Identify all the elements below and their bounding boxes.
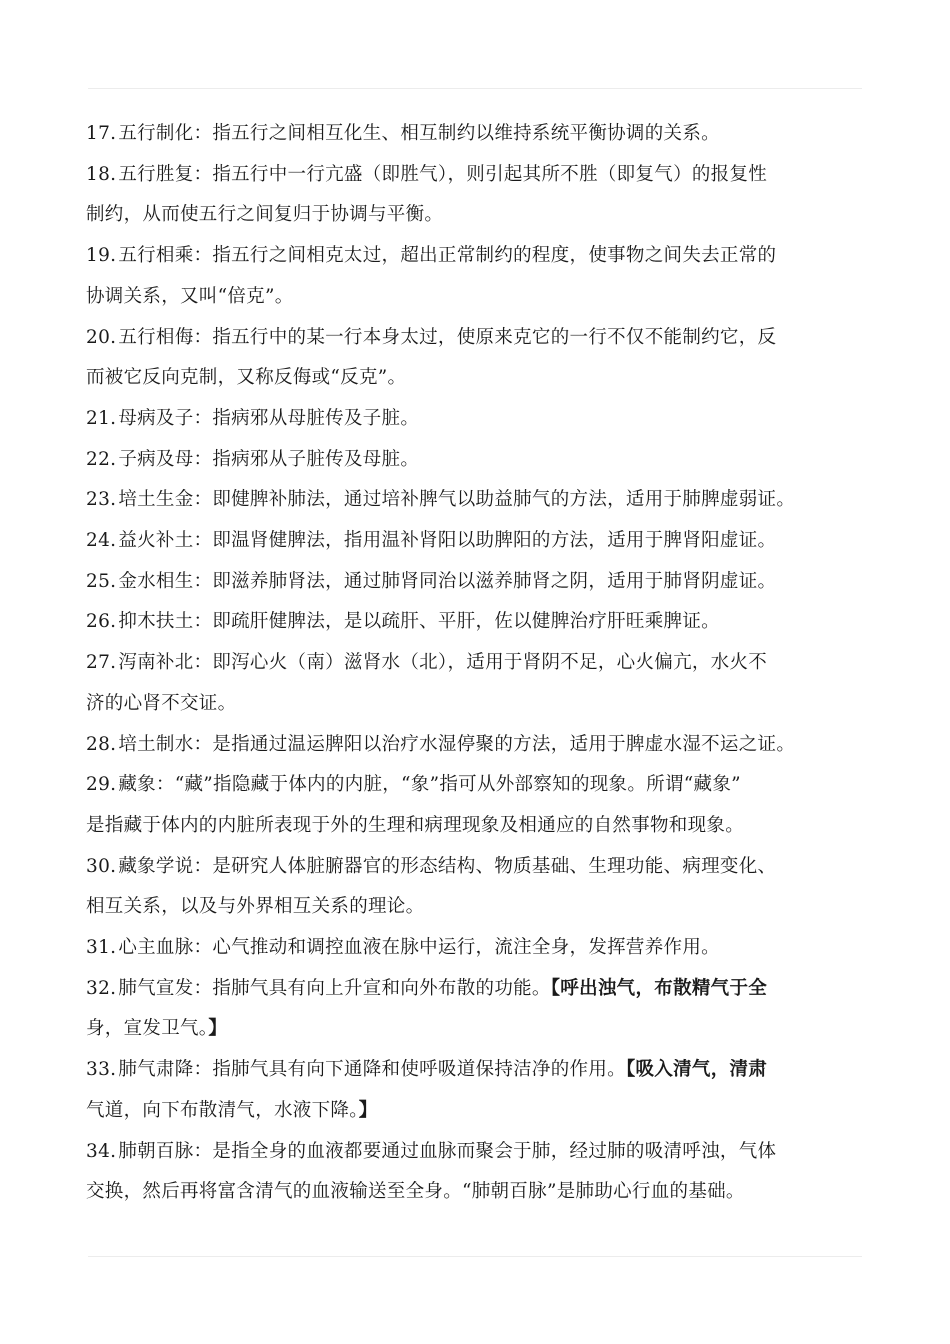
entry-32 — [86, 969, 886, 1050]
entry-text-continued: 而被它反向克制，又称反侮或“反克”。 — [86, 367, 407, 389]
entry-25 — [86, 562, 886, 603]
entry-31 — [86, 928, 886, 969]
entry-number: 28. — [86, 733, 117, 755]
entry-text: 藏象学说：是研究人体脏腑器官的形态结构、物质基础、生理功能、病理变化、 — [118, 855, 777, 877]
entry-text-continued: 是指藏于体内的内脏所表现于外的生理和病理现象及相通应的自然事物和现象。 — [86, 814, 745, 836]
entry-text-continued: 制约，从而使五行之间复归于协调与平衡。 — [86, 204, 444, 226]
entry-26 — [86, 602, 886, 643]
entry-number: 20. — [86, 326, 117, 348]
entry-text: 五行相侮：指五行中的某一行本身太过，使原来克它的一行不仅不能制约它，反 — [118, 326, 777, 348]
entry-number: 30. — [86, 855, 117, 877]
entry-number: 19. — [86, 245, 117, 267]
entry-text: 抑木扶土：即疏肝健脾法，是以疏肝、平肝，佐以健脾治疗肝旺乘脾证。 — [118, 611, 720, 633]
header-divider — [88, 88, 862, 89]
entry-text: 培土制水：是指通过温运脾阳以治疗水湿停聚的方法，适用于脾虚水湿不运之证。 — [118, 733, 796, 755]
entry-18 — [86, 155, 886, 236]
entry-text-continued: 相互关系，以及与外界相互关系的理论。 — [86, 896, 425, 918]
entry-number: 27. — [86, 652, 117, 674]
entry-27 — [86, 643, 886, 724]
entry-17 — [86, 114, 886, 155]
entry-text: 益火补土：即温肾健脾法，指用温补肾阳以助脾阳的方法，适用于脾肾阳虚证。 — [118, 530, 777, 552]
entry-number: 26. — [86, 611, 117, 633]
entry-number: 34. — [86, 1140, 117, 1162]
entry-note-bold: 【呼出浊气，布散精气于全 — [550, 977, 768, 999]
entry-text-continued: 气道，向下布散清气，水液下降。 — [86, 1099, 359, 1121]
entry-text: 子病及母：指病邪从子脏传及母脏。 — [118, 448, 420, 470]
entry-29 — [86, 765, 886, 846]
entry-22 — [86, 440, 886, 481]
entry-number: 22. — [86, 448, 117, 470]
entry-number: 31. — [86, 937, 117, 959]
entry-number: 25. — [86, 570, 117, 592]
entry-text-continued: 身，宣发卫气。 — [86, 1018, 209, 1040]
entry-text: 培土生金：即健脾补肺法，通过培补脾气以助益肺气的方法，适用于肺脾虚弱证。 — [118, 489, 796, 511]
entry-23 — [86, 480, 886, 521]
entry-number: 33. — [86, 1059, 117, 1081]
entry-text: 五行制化：指五行之间相互化生、相互制约以维持系统平衡协调的关系。 — [118, 123, 720, 144]
entry-number: 17. — [86, 123, 117, 144]
entry-text-continued: 交换，然后再将富含清气的血液输送至全身。“肺朝百脉”是肺助心行血的基础。 — [86, 1181, 745, 1203]
entry-note-bold-end: 】 — [208, 1018, 228, 1040]
entry-text-continued: 济的心肾不交证。 — [86, 692, 237, 714]
entry-text: 藏象：“藏”指隐藏于体内的内脏，“象”指可从外部察知的现象。所谓“藏象” — [118, 774, 741, 796]
entry-number: 24. — [86, 530, 117, 552]
entry-text: 母病及子：指病邪从母脏传及子脏。 — [118, 407, 420, 429]
entry-21 — [86, 399, 886, 440]
entry-text: 肺朝百脉：是指全身的血液都要通过血脉而聚会于肺，经过肺的吸清呼浊，气体 — [118, 1140, 777, 1162]
entry-20 — [86, 318, 886, 399]
entry-19 — [86, 236, 886, 317]
entry-text: 肺气宣发：指肺气具有向上升宣和向外布散的功能。 — [118, 977, 551, 999]
entry-note-bold-end: 】 — [358, 1099, 378, 1121]
entry-30 — [86, 847, 886, 928]
entry-note-bold: 【吸入清气，清肃 — [625, 1059, 768, 1081]
document-body — [86, 114, 886, 1213]
entry-number: 23. — [86, 489, 117, 511]
entry-number: 18. — [86, 163, 117, 185]
entry-text: 肺气肃降：指肺气具有向下通降和使呼吸道保持洁净的作用。 — [118, 1059, 626, 1081]
footer-divider — [88, 1256, 862, 1257]
entry-text-continued: 协调关系，又叫“倍克”。 — [86, 285, 294, 307]
entry-24 — [86, 521, 886, 562]
entry-text: 五行相乘：指五行之间相克太过，超出正常制约的程度，使事物之间失去正常的 — [118, 245, 777, 267]
entry-number: 29. — [86, 774, 117, 796]
entry-number: 32. — [86, 977, 117, 999]
entry-text: 五行胜复：指五行中一行亢盛（即胜气），则引起其所不胜（即复气）的报复性 — [118, 163, 768, 185]
entry-28 — [86, 725, 886, 766]
entry-number: 21. — [86, 407, 117, 429]
entry-33 — [86, 1050, 886, 1131]
entry-text: 泻南补北：即泻心火（南）滋肾水（北），适用于肾阴不足，心火偏亢，水火不 — [118, 652, 768, 674]
entry-text: 心主血脉：心气推动和调控血液在脉中运行，流注全身，发挥营养作用。 — [118, 937, 720, 959]
entry-34 — [86, 1132, 886, 1213]
entry-text: 金水相生：即滋养肺肾法，通过肺肾同治以滋养肺肾之阴，适用于肺肾阴虚证。 — [118, 570, 777, 592]
